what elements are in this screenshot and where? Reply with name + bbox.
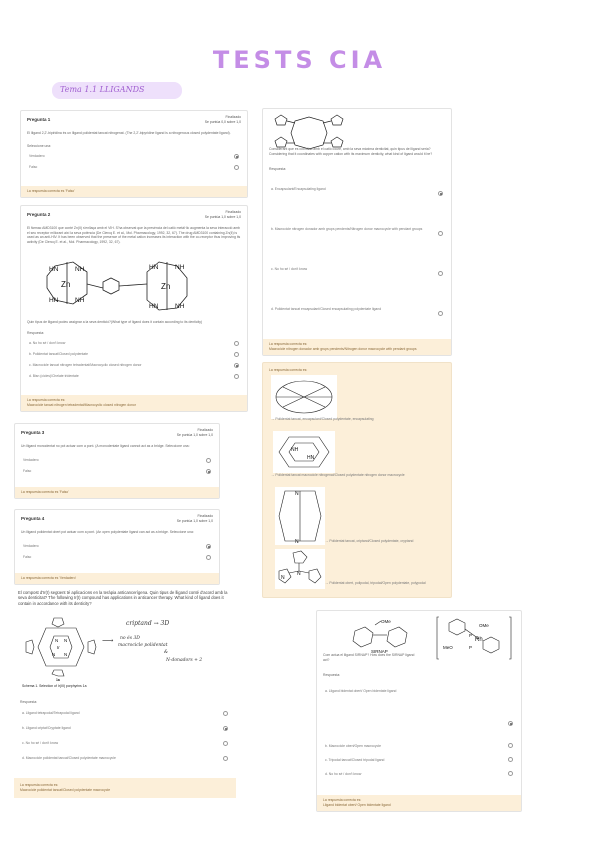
feedback: La respuesta correcta es 'Falso' — [15, 487, 219, 498]
radio[interactable] — [223, 756, 228, 761]
question-name: Pregunta 4 — [21, 516, 45, 521]
figure-caption: Schema 1. Selection of Ir(III) porphyrins 1a — [22, 684, 87, 688]
feedback-answer: Macrocicle nitrogen donador amb grups pendents/Nitrogen donor macrocycle with pendant groups — [269, 347, 417, 351]
atom-label: N — [295, 539, 299, 545]
feedback-label: La respuesta correcta es: — [269, 368, 308, 372]
note-and: & — [164, 650, 169, 655]
radio[interactable] — [206, 458, 211, 463]
atom-label: NH — [291, 447, 299, 453]
question-text: El compost d'Ir(I) següent té aplicacions en la teràpia anticancerígena. Quin tipus de lligand conté d'acord amb la seva denticitat? The following Ir(I) compound has applications in anticancer therapy. What kind of ligand does it contain in accordance with its denticity? — [18, 590, 228, 606]
note-no-es-3d: no és 3D — [120, 636, 140, 641]
answer-label: Respuesta: — [323, 673, 341, 677]
option-label: c. Tripodal tancat/Closed tripodal ligand — [325, 758, 385, 762]
atom-label: NH — [75, 297, 85, 304]
select-label: Seleccione una: — [27, 143, 52, 148]
question-text: Un lligand polidentat obert pot actuar com a pont. (An open polydentate ligand can act as a bridge. Seleccione una: — [21, 530, 194, 534]
option-b[interactable] — [14, 721, 236, 736]
radio-selected[interactable] — [234, 363, 239, 368]
option-d[interactable] — [263, 297, 451, 337]
feedback-answer: Lligand bidentat obert/ Open bidentate ligand — [323, 803, 391, 807]
option-false[interactable] — [15, 552, 219, 563]
atom-label: N — [281, 575, 285, 581]
radio-selected[interactable] — [234, 154, 239, 159]
option-a[interactable] — [21, 338, 247, 349]
option-label: d. Polidentat tancat encapsulant/Closed encapsulating polydentate ligand — [271, 307, 382, 311]
cryptand-structure — [275, 487, 325, 545]
option-label: d. Bisn (cicles)/Chelate tridentate — [29, 374, 79, 378]
match-answer: → Polidentat tancat, criptand/Closed polydentate, cryptand — [325, 539, 414, 543]
atom-label: N — [64, 638, 68, 643]
feedback: La respuesta correcta es 'Falso' — [21, 186, 247, 197]
radio[interactable] — [234, 352, 239, 357]
atom-label: Rh — [475, 637, 483, 643]
option-label: c. Macrocicle tancat nitrogen tetradentat/Macrocyclic closed nitrogen donor — [29, 363, 142, 367]
question-status: Finalizado Se puntúa 1,0 sobre 1,0 — [176, 428, 213, 437]
option-c[interactable] — [317, 753, 521, 767]
question-6-card — [262, 362, 452, 598]
radio-selected[interactable] — [508, 721, 513, 726]
feedback — [14, 778, 236, 798]
radio-selected[interactable] — [438, 191, 443, 196]
option-true[interactable] — [21, 151, 247, 162]
option-d[interactable] — [14, 751, 236, 766]
radio-selected[interactable] — [206, 469, 211, 474]
option-b[interactable] — [317, 739, 521, 753]
sirnap-structure — [345, 617, 417, 653]
atom-label: HN — [307, 455, 315, 461]
radio[interactable] — [223, 741, 228, 746]
page-subtitle: Tema 1.1 LLIGANDS — [52, 82, 182, 99]
radio[interactable] — [223, 711, 228, 716]
ir-porphyrin-structure — [26, 618, 96, 676]
atom-label: P — [469, 645, 473, 650]
question-text: Considerant que es coordina amb el catió coure, amb la seva màxima denticitat, quin tipus de lligand seria? Considering that it coordinates with copper cation with its maximum denticity, what kind of ligand would it be? — [269, 147, 433, 156]
feedback-label: La respuesta correcta es: — [27, 398, 66, 402]
atom-label: N — [52, 652, 56, 657]
option-label: Falso — [23, 554, 32, 559]
feedback — [317, 795, 521, 811]
option-d[interactable] — [21, 371, 247, 382]
option-b[interactable] — [21, 349, 247, 360]
atom-label: N — [64, 652, 68, 657]
page-title: TESTS CIA — [212, 46, 387, 74]
feedback-label: La respuesta correcta es: — [323, 798, 362, 802]
question-prompt: Quin tipus de lligand podeu assignar a la seva dentició?(What type of ligand does it contain according to its denticity) — [27, 320, 203, 324]
radio[interactable] — [508, 771, 513, 776]
option-label: Falso — [23, 468, 32, 473]
option-label: Verdadero — [23, 457, 39, 462]
option-label: b. Macrocicle obert/Open macrocycle — [325, 744, 381, 748]
option-c[interactable] — [21, 360, 247, 371]
feedback-label: La respuesta correcta es: — [269, 342, 308, 346]
atom-label: Zn — [161, 282, 171, 291]
atom-label: Zn — [61, 280, 71, 289]
option-false[interactable] — [15, 466, 219, 477]
atom-label: SIRNAP — [371, 649, 388, 654]
option-a[interactable] — [263, 177, 451, 217]
question-status: Finalizado Se puntúa 0,0 sobre 1,0 — [204, 115, 241, 124]
option-label: d. Macrocicle polidentat tancat/Closed polydentate macrocycle — [22, 756, 116, 760]
amd3100-structure — [43, 258, 213, 318]
option-d[interactable] — [317, 767, 521, 781]
feedback — [263, 339, 451, 355]
question-status: Finalizado Se puntúa 1,0 sobre 1,0 — [204, 210, 241, 219]
atom-label: NH — [175, 264, 185, 271]
question-text: El fàrmac AMD3100 que conté Zn(II) s'enllaça amb el VIH. S'ha observat que la presència del catió metàl·lic augmenta la seva interacció amb el seu receptor millorant així la seva potència (De Clercq E. et al., Mol. Pharmacology, 1992, 32, 67). The drug AMD3100 containing Zn(II) is used as an anti-HIV. It has been observed that the presence of the metal cation increases its interaction with the co-receptor thus improving its activity (De Clercq E. et al., Mol. Pharmacology, 1992, 32, 67). — [27, 226, 241, 244]
option-label: a. Encapsulant/Encapsulating ligand — [271, 187, 326, 191]
note-arrow: ⟶ — [102, 636, 114, 645]
answer-label: Respuesta: — [27, 331, 45, 335]
option-label: a. Lligand bidentat obert/ Open bidentate ligand — [325, 689, 397, 693]
question-status: Finalizado Se puntúa 1,0 sobre 1,0 — [176, 514, 213, 523]
option-a[interactable] — [14, 706, 236, 721]
option-a[interactable] — [317, 681, 521, 739]
question-4-card — [14, 509, 220, 585]
radio[interactable] — [438, 311, 443, 316]
radio[interactable] — [234, 374, 239, 379]
answer-label: Respuesta: — [20, 700, 38, 704]
option-label: Falso — [29, 165, 38, 170]
radio-selected[interactable] — [206, 544, 211, 549]
atom-label: HN — [49, 297, 59, 304]
atom-label: OMe — [479, 623, 489, 628]
atom-label: HN — [49, 266, 59, 273]
radio[interactable] — [234, 341, 239, 346]
atom-label: HN — [149, 303, 159, 310]
feedback: La respuesta correcta es 'Verdadero' — [15, 573, 219, 584]
radio-selected[interactable] — [223, 726, 228, 731]
question-2-card — [20, 205, 248, 412]
encapsulating-structure — [271, 375, 337, 419]
option-c[interactable] — [263, 257, 451, 297]
radio[interactable] — [438, 271, 443, 276]
option-label: b. Lligand criptat/Cryptate ligand — [22, 726, 71, 730]
atom-label: Ir — [57, 645, 60, 650]
option-c[interactable] — [14, 736, 236, 751]
radio[interactable] — [206, 555, 211, 560]
atom-label: P — [469, 633, 473, 638]
tripodal-structure — [275, 549, 325, 589]
option-label: c. No ho sé / don't know — [271, 267, 308, 271]
feedback — [21, 395, 247, 411]
macrocycle-nitrogen-structure — [273, 431, 335, 473]
atom-label: HN — [149, 264, 159, 271]
option-label: d. No ho sé / don't know — [325, 772, 362, 776]
match-answer: → Polidentat tancat macrocicle nitrogenat/Closed polydentate nitrogen donor macrocycle — [271, 473, 405, 477]
option-b[interactable] — [263, 217, 451, 257]
atom-label: MeO — [443, 645, 453, 650]
question-text: Un lligand monodentat no pot actuar com a pont. (A monodentate ligand cannot act as a bridge. Seleccione una: — [21, 444, 190, 448]
feedback-label: La respuesta correcta es: — [20, 783, 59, 787]
question-3-card — [14, 423, 220, 499]
option-true[interactable] — [15, 541, 219, 552]
atom-label: N — [297, 571, 301, 577]
option-label: c. No ho sé / don't know — [22, 741, 59, 745]
option-label: a. No ho sé / don't know — [29, 341, 66, 345]
atom-label: NH — [75, 266, 85, 273]
option-true[interactable] — [15, 455, 219, 466]
answer-label: Respuesta: — [269, 167, 287, 171]
question-name: Pregunta 3 — [21, 430, 45, 435]
question-7-card — [14, 590, 236, 800]
match-answer: → Polidentat tancat, encapsulant/Closed polydentate, encapsulating — [271, 417, 374, 421]
question-8-card — [316, 610, 522, 812]
macrocycle-pendant-structure — [269, 113, 349, 151]
radio[interactable] — [438, 231, 443, 236]
option-label: b. Macrocicle nitrogen donador amb grups pendents/Nitrogen donor macrocycle with pendant groups — [271, 227, 423, 231]
option-label: Verdadero — [23, 543, 39, 548]
question-text: Com actua el lligand SIRNAP? How does the SIRNAP ligand act? — [323, 653, 415, 662]
option-false[interactable] — [21, 162, 247, 173]
atom-label: NH — [175, 303, 185, 310]
compound-number: 1a — [56, 678, 60, 682]
question-1-card — [20, 110, 248, 198]
rh-complex-structure — [435, 615, 517, 661]
option-label: b. Polidentat tancat/Closed polydentate — [29, 352, 89, 356]
atom-label: N — [295, 491, 299, 497]
option-label: a. Lligand tetrapodal/Tetrapodal ligand — [22, 711, 80, 715]
note-ndonador: N-donadors + 2 — [166, 658, 203, 663]
question-name: Pregunta 2 — [27, 212, 51, 217]
note-criptand: criptand → 3D — [126, 620, 170, 627]
question-text: El lligand 2,2'-bipiridina és un lligand polidentat tancat nitrogenat. (The 2,2'-bipyridine ligand is a nitrogenous closed polydentate ligand). — [27, 131, 231, 135]
match-answer: → Polidentat obert, polipodal, tripodal/Open polydentate, polypodal — [325, 581, 426, 585]
radio[interactable] — [508, 743, 513, 748]
note-macrocicle: macrocicle polidentat — [118, 643, 168, 648]
radio[interactable] — [508, 757, 513, 762]
option-label: Verdadero — [29, 154, 45, 159]
radio[interactable] — [234, 165, 239, 170]
atom-label: OMe — [381, 619, 391, 624]
question-name: Pregunta 1 — [27, 117, 51, 122]
feedback-answer: Macrocicle polidentat tancat/Closed polydentate macrocycle — [20, 788, 111, 792]
atom-label: N — [55, 638, 59, 643]
feedback-answer: Macrocicle tancat nitrogen tetradentat/Macrocyclic closed nitrogen donor — [27, 403, 136, 407]
question-5-card — [262, 108, 452, 356]
